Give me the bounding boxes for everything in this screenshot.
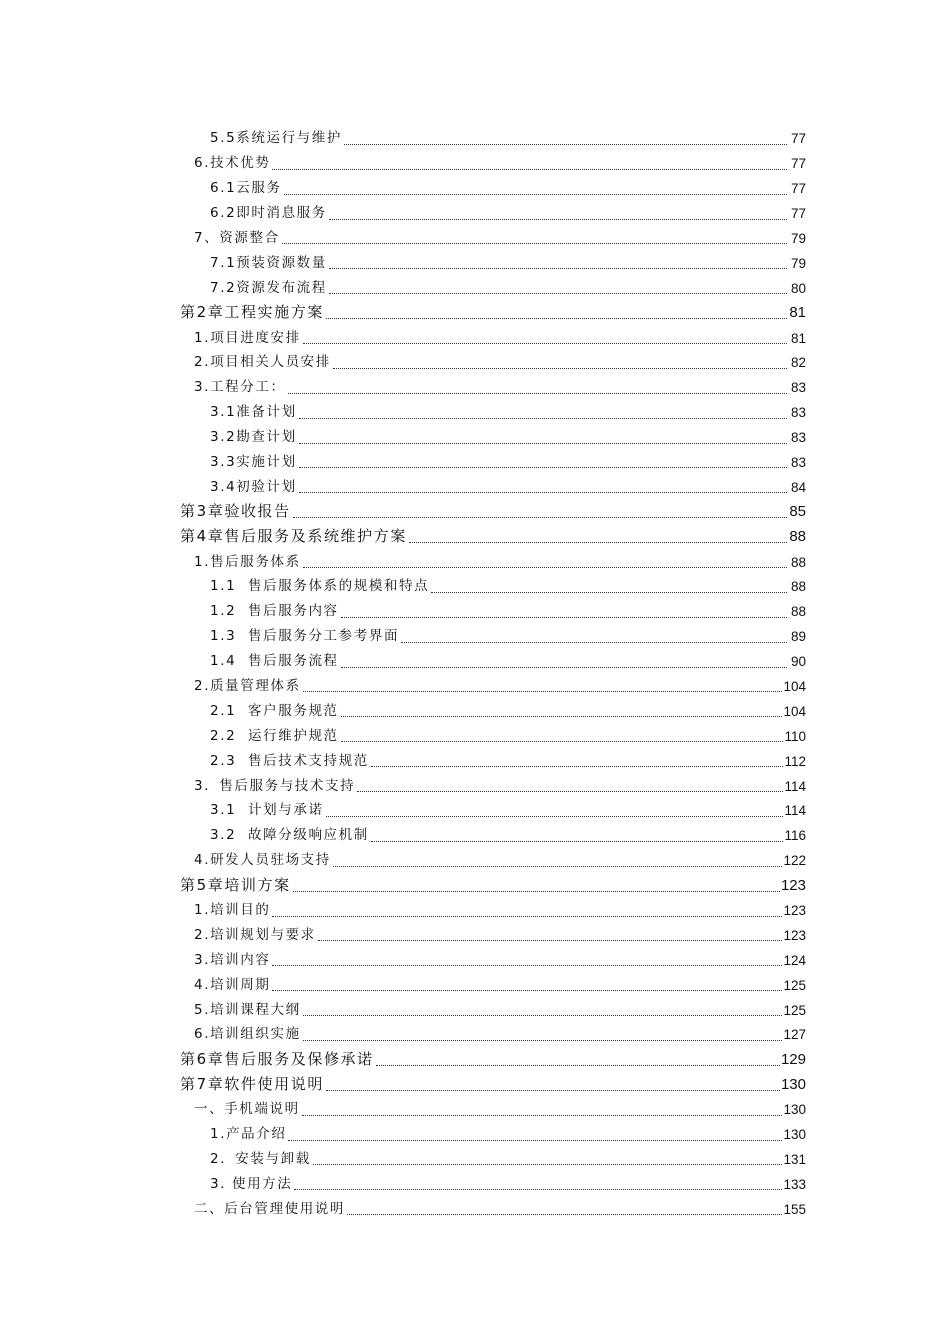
toc-entry-title: 2.培训规划与要求 bbox=[194, 926, 316, 943]
toc-entry[interactable] bbox=[180, 1070, 806, 1095]
toc-entry-page-number: 133 bbox=[783, 1176, 806, 1192]
toc-entry-page-number: 104 bbox=[783, 678, 806, 694]
table-of-contents bbox=[180, 124, 806, 1219]
toc-dot-leader bbox=[431, 592, 787, 593]
toc-entry-title: 第7章软件使用说明 bbox=[180, 1074, 324, 1093]
toc-dot-leader bbox=[299, 443, 787, 444]
toc-entry-title: 2.项目相关人员安排 bbox=[194, 354, 331, 371]
toc-entry[interactable] bbox=[180, 497, 806, 522]
toc-entry-page-number: 83 bbox=[790, 430, 806, 446]
toc-entry-page-number: 112 bbox=[784, 753, 806, 769]
toc-entry-title: 第6章售后服务及保修承诺 bbox=[180, 1049, 374, 1068]
toc-entry[interactable] bbox=[180, 771, 806, 796]
toc-entry-title: 7、资源整合 bbox=[194, 229, 280, 246]
toc-dot-leader bbox=[401, 642, 787, 643]
toc-entry-title: 第2章工程实施方案 bbox=[180, 303, 324, 322]
toc-entry[interactable] bbox=[180, 572, 806, 597]
toc-entry-page-number: 88 bbox=[789, 528, 806, 546]
toc-dot-leader bbox=[303, 1040, 783, 1041]
toc-entry[interactable] bbox=[180, 1120, 806, 1145]
toc-entry-page-number: 82 bbox=[790, 355, 806, 371]
toc-entry-page-number: 83 bbox=[790, 405, 806, 421]
toc-dot-leader bbox=[326, 1090, 780, 1091]
toc-entry-page-number: 130 bbox=[783, 1127, 806, 1143]
toc-entry[interactable] bbox=[180, 846, 806, 871]
toc-entry-title: 2.1 客户服务规范 bbox=[210, 702, 339, 719]
toc-entry-title: 3.1 计划与承诺 bbox=[210, 802, 324, 819]
toc-entry-title: 3．售后服务与技术支持 bbox=[194, 777, 356, 794]
toc-entry-page-number: 130 bbox=[780, 1075, 806, 1093]
toc-entry-page-number: 83 bbox=[790, 454, 806, 470]
toc-entry-page-number: 122 bbox=[783, 853, 806, 869]
toc-entry[interactable] bbox=[180, 746, 806, 771]
toc-entry[interactable] bbox=[180, 995, 806, 1020]
toc-entry[interactable] bbox=[180, 672, 806, 697]
toc-entry[interactable] bbox=[180, 423, 806, 448]
toc-dot-leader bbox=[357, 791, 783, 792]
toc-dot-leader bbox=[282, 243, 787, 244]
toc-entry-page-number: 77 bbox=[790, 131, 806, 147]
toc-dot-leader bbox=[313, 1164, 783, 1165]
toc-dot-leader bbox=[341, 617, 787, 618]
toc-dot-leader bbox=[329, 293, 787, 294]
toc-entry[interactable] bbox=[180, 248, 806, 273]
toc-entry-page-number: 116 bbox=[784, 828, 806, 844]
toc-entry-page-number: 130 bbox=[783, 1102, 806, 1118]
toc-entry[interactable] bbox=[180, 298, 806, 323]
toc-entry[interactable] bbox=[180, 373, 806, 398]
toc-entry[interactable] bbox=[180, 1194, 806, 1219]
toc-dot-leader bbox=[333, 866, 783, 867]
toc-entry[interactable] bbox=[180, 896, 806, 921]
toc-dot-leader bbox=[303, 343, 787, 344]
toc-dot-leader bbox=[326, 816, 784, 817]
toc-entry-title: 1.培训目的 bbox=[194, 902, 271, 918]
toc-dot-leader bbox=[302, 1115, 783, 1116]
toc-entry-title: 3.1准备计划 bbox=[210, 404, 297, 421]
toc-dot-leader bbox=[329, 268, 787, 269]
toc-entry-title: 2.3 售后技术支持规范 bbox=[210, 752, 369, 769]
toc-entry-title: 2.质量管理体系 bbox=[194, 677, 301, 694]
toc-dot-leader bbox=[288, 1140, 782, 1141]
toc-entry-title: 1.售后服务体系 bbox=[194, 553, 301, 570]
toc-dot-leader bbox=[371, 766, 784, 767]
toc-dot-leader bbox=[371, 841, 784, 842]
toc-entry-page-number: 90 bbox=[790, 654, 806, 670]
toc-dot-leader bbox=[347, 1214, 782, 1215]
toc-entry-page-number: 79 bbox=[790, 255, 806, 271]
toc-entry-page-number: 88 bbox=[790, 554, 806, 570]
toc-entry-title: 1.产品介绍 bbox=[210, 1126, 287, 1143]
toc-entry-page-number: 110 bbox=[784, 728, 806, 744]
toc-entry-page-number: 129 bbox=[780, 1050, 806, 1068]
toc-entry-title: 第3章验收报告 bbox=[180, 502, 291, 521]
toc-entry-page-number: 89 bbox=[790, 629, 806, 645]
toc-entry-page-number: 81 bbox=[789, 304, 806, 322]
toc-dot-leader bbox=[344, 144, 787, 145]
toc-entry[interactable] bbox=[180, 970, 806, 995]
toc-dot-leader bbox=[329, 219, 787, 220]
toc-entry[interactable] bbox=[180, 174, 806, 199]
toc-dot-leader bbox=[272, 169, 787, 170]
toc-entry-page-number: 123 bbox=[780, 876, 806, 894]
toc-entry-title: 3.工程分工： bbox=[194, 379, 286, 396]
toc-entry-title: 6.培训组织实施 bbox=[194, 1026, 301, 1043]
toc-entry-page-number: 155 bbox=[783, 1201, 806, 1217]
toc-entry[interactable] bbox=[180, 323, 806, 348]
toc-entry-title: 6.2即时消息服务 bbox=[210, 205, 327, 222]
toc-dot-leader bbox=[341, 716, 783, 717]
toc-entry-page-number: 124 bbox=[783, 952, 806, 968]
toc-dot-leader bbox=[284, 194, 787, 195]
toc-entry-page-number: 79 bbox=[790, 230, 806, 246]
toc-dot-leader bbox=[303, 567, 787, 568]
toc-entry-page-number: 80 bbox=[790, 280, 806, 296]
toc-entry-title: 1.1 售后服务体系的规模和特点 bbox=[210, 578, 430, 595]
toc-entry[interactable] bbox=[180, 1045, 806, 1070]
toc-entry-title: 3.3实施计划 bbox=[210, 453, 297, 470]
toc-entry[interactable] bbox=[180, 398, 806, 423]
toc-entry[interactable] bbox=[180, 1169, 806, 1194]
toc-entry-title: 3.2勘查计划 bbox=[210, 429, 297, 446]
toc-entry-title: 2．安装与卸载 bbox=[210, 1150, 311, 1167]
toc-entry[interactable] bbox=[180, 696, 806, 721]
toc-entry[interactable] bbox=[180, 522, 806, 547]
toc-entry-title: 3.培训内容 bbox=[194, 951, 271, 968]
toc-entry[interactable] bbox=[180, 622, 806, 647]
toc-entry[interactable] bbox=[180, 448, 806, 473]
toc-entry-title: 3.4初验计划 bbox=[210, 478, 297, 495]
toc-entry[interactable] bbox=[180, 472, 806, 497]
toc-entry-page-number: 123 bbox=[783, 927, 806, 943]
toc-entry-title: 一、手机端说明 bbox=[194, 1101, 300, 1118]
toc-entry-title: 1.4 售后服务流程 bbox=[210, 653, 339, 670]
toc-entry-title: 4.培训周期 bbox=[194, 976, 271, 993]
toc-entry-page-number: 77 bbox=[790, 156, 806, 172]
toc-entry-page-number: 77 bbox=[790, 206, 806, 222]
toc-entry-page-number: 88 bbox=[790, 604, 806, 620]
toc-entry-page-number: 88 bbox=[790, 579, 806, 595]
toc-dot-leader bbox=[299, 492, 787, 493]
toc-entry[interactable] bbox=[180, 821, 806, 846]
toc-entry-title: 1.3 售后服务分工参考界面 bbox=[210, 628, 400, 645]
toc-entry[interactable] bbox=[180, 547, 806, 572]
toc-dot-leader bbox=[288, 393, 787, 394]
toc-entry-page-number: 84 bbox=[790, 479, 806, 495]
toc-entry[interactable] bbox=[180, 273, 806, 298]
toc-entry-title: 7.1预装资源数量 bbox=[210, 254, 327, 271]
toc-entry-title: 3.2 故障分级响应机制 bbox=[210, 827, 369, 844]
toc-entry[interactable] bbox=[180, 124, 806, 149]
toc-entry-page-number: 114 bbox=[784, 803, 806, 819]
toc-dot-leader bbox=[318, 940, 783, 941]
toc-entry-page-number: 131 bbox=[783, 1151, 806, 1167]
toc-dot-leader bbox=[326, 318, 787, 319]
toc-dot-leader bbox=[293, 517, 787, 518]
toc-entry-title: 1.2 售后服务内容 bbox=[210, 603, 339, 620]
toc-entry-page-number: 83 bbox=[790, 380, 806, 396]
toc-entry-page-number: 77 bbox=[790, 181, 806, 197]
toc-entry[interactable] bbox=[180, 1145, 806, 1170]
toc-entry-page-number: 127 bbox=[783, 1027, 806, 1043]
toc-dot-leader bbox=[299, 467, 787, 468]
toc-entry-page-number: 123 bbox=[783, 903, 806, 918]
toc-entry[interactable] bbox=[180, 921, 806, 946]
toc-entry[interactable] bbox=[180, 721, 806, 746]
toc-entry-title: 7.2资源发布流程 bbox=[210, 279, 327, 296]
toc-entry-title: 6.1云服务 bbox=[210, 180, 282, 197]
toc-entry-page-number: 85 bbox=[789, 503, 806, 521]
toc-entry[interactable] bbox=[180, 871, 806, 896]
toc-dot-leader bbox=[409, 542, 787, 543]
toc-entry[interactable] bbox=[180, 348, 806, 373]
toc-dot-leader bbox=[272, 916, 782, 917]
toc-entry-title: 3. 使用方法 bbox=[210, 1175, 293, 1192]
toc-entry-title: 第5章培训方案 bbox=[180, 875, 291, 894]
toc-entry-page-number: 81 bbox=[790, 330, 806, 346]
toc-entry-title: 5.5系统运行与维护 bbox=[210, 130, 342, 147]
toc-entry[interactable] bbox=[180, 199, 806, 224]
toc-dot-leader bbox=[294, 1189, 782, 1190]
toc-entry-title: 1.项目进度安排 bbox=[194, 329, 301, 346]
toc-dot-leader bbox=[293, 891, 780, 892]
toc-dot-leader bbox=[376, 1065, 780, 1066]
toc-entry-page-number: 125 bbox=[783, 977, 806, 993]
toc-dot-leader bbox=[272, 990, 782, 991]
toc-dot-leader bbox=[341, 741, 784, 742]
toc-entry-title: 二、后台管理使用说明 bbox=[194, 1200, 345, 1217]
toc-entry[interactable] bbox=[180, 224, 806, 249]
toc-entry-title: 2.2 运行维护规范 bbox=[210, 727, 339, 744]
toc-entry-title: 第4章售后服务及系统维护方案 bbox=[180, 527, 407, 546]
toc-entry-page-number: 114 bbox=[784, 778, 806, 794]
toc-entry-title: 4.研发人员驻场支持 bbox=[194, 852, 331, 869]
toc-entry-page-number: 125 bbox=[783, 1002, 806, 1018]
toc-dot-leader bbox=[272, 965, 782, 966]
toc-entry[interactable] bbox=[180, 945, 806, 970]
toc-dot-leader bbox=[303, 691, 783, 692]
toc-entry[interactable] bbox=[180, 1020, 806, 1045]
toc-entry-title: 6.技术优势 bbox=[194, 155, 271, 172]
toc-dot-leader bbox=[303, 1015, 783, 1016]
toc-entry-title: 5.培训课程大纲 bbox=[194, 1001, 301, 1018]
toc-entry[interactable] bbox=[180, 149, 806, 174]
toc-dot-leader bbox=[333, 368, 787, 369]
toc-entry-page-number: 104 bbox=[783, 703, 806, 719]
toc-entry[interactable] bbox=[180, 1095, 806, 1120]
toc-entry[interactable] bbox=[180, 647, 806, 672]
toc-dot-leader bbox=[341, 667, 787, 668]
toc-entry[interactable] bbox=[180, 597, 806, 622]
toc-dot-leader bbox=[299, 418, 787, 419]
toc-entry[interactable] bbox=[180, 796, 806, 821]
